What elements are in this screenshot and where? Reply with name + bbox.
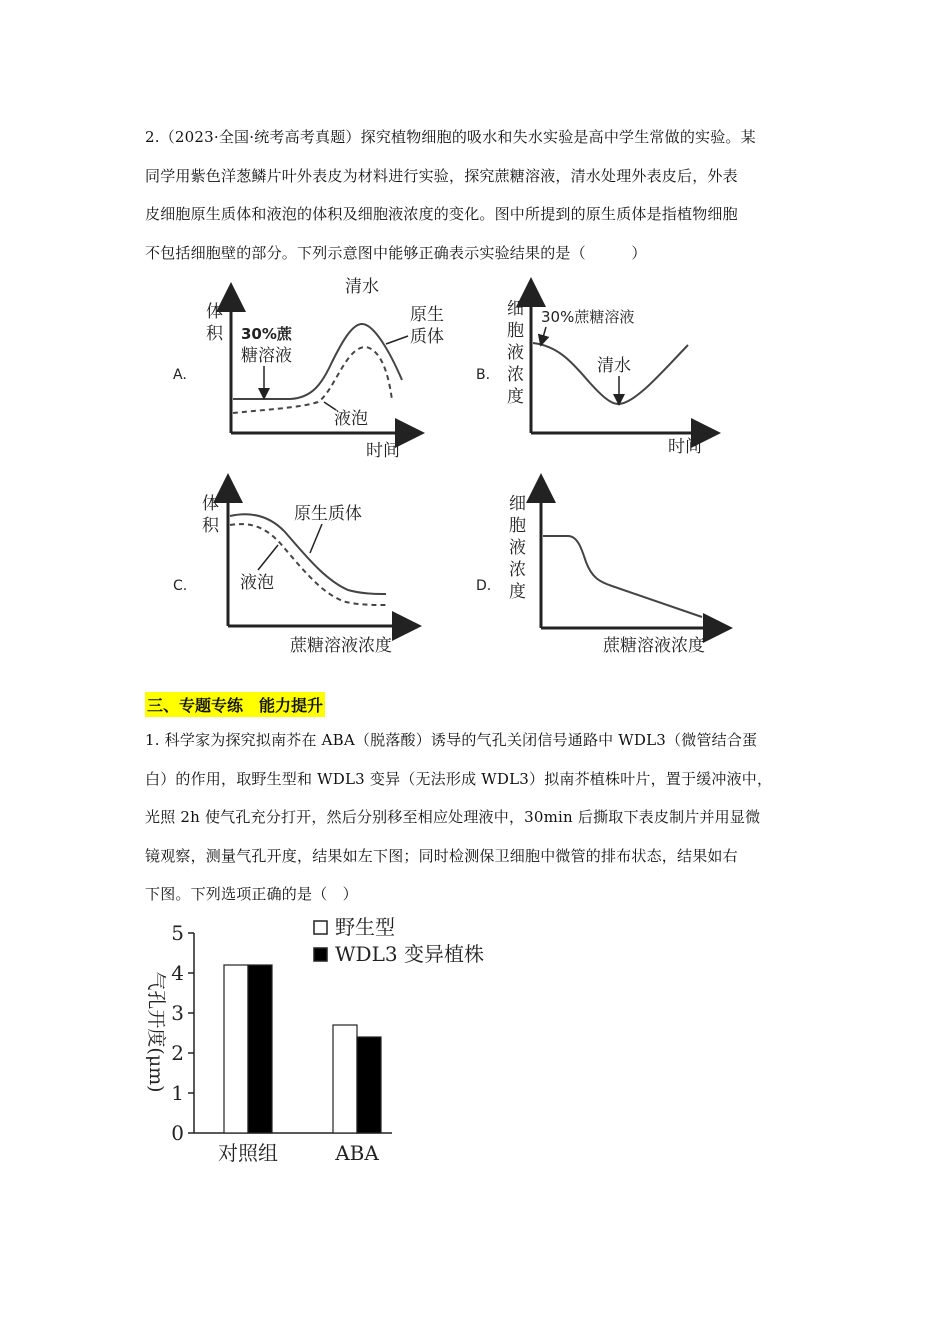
chart-bar: [248, 965, 272, 1133]
q2-line: 2.（2023·全国·统考高考真题）探究植物细胞的吸水和失水实验是高中学生常做的实验。某: [145, 128, 756, 146]
annot-protoplast: 原生质体: [294, 504, 362, 524]
chart-bar: [224, 965, 248, 1133]
y-axis-label: 液: [509, 538, 526, 558]
y-axis-label: 细: [507, 299, 524, 319]
chart-legend: [314, 915, 484, 966]
y-axis-label: 液: [507, 343, 524, 363]
chart-y-tick-label: 1: [171, 1081, 184, 1105]
chart-y-axis-label: 气孔开度(μm): [145, 971, 167, 1093]
annot-protoplast: 质体: [410, 327, 444, 347]
chart-y-tick-label: 3: [171, 1001, 184, 1025]
annot-water: 清水: [345, 277, 379, 297]
q1-line: 镜观察，测量气孔开度，结果如左下图；同时检测保卫细胞中微管的排布状态，结果如右: [145, 846, 738, 865]
y-axis-label: 细: [509, 494, 526, 514]
chart-legend-swatch: [314, 921, 327, 934]
y-axis-label: 浓: [509, 560, 526, 580]
annot-sucrose: 糖溶液: [241, 346, 292, 366]
chart-y-tick-label: 5: [171, 921, 184, 945]
chart-legend-label: 野生型: [335, 915, 395, 939]
chart-bar: [333, 1025, 357, 1133]
x-axis-label: 蔗糖溶液浓度: [603, 636, 705, 656]
y-axis-label: 胞: [507, 321, 524, 341]
chart-y-tick-label: 2: [171, 1041, 184, 1065]
chart-y-tick-label: 4: [171, 961, 184, 985]
annot-vacuole: 液泡: [240, 573, 274, 593]
y-axis-label: 度: [507, 387, 524, 407]
q1-line: 光照 2h 使气孔充分打开，然后分别移至相应处理液中，30min 后撕取下表皮制片并用显微: [145, 808, 761, 826]
option-a-letter: A.: [173, 367, 187, 383]
chart-category-label: 对照组: [218, 1141, 278, 1165]
x-axis-label: 时间: [668, 437, 702, 457]
q2-line: 皮细胞原生质体和液泡的体积及细胞液浓度的变化。图中所提到的原生质体是指植物细胞: [145, 205, 738, 223]
annot-sucrose: 30%蔗糖溶液: [541, 308, 635, 326]
annot-water: 清水: [597, 356, 631, 376]
chart-category-label: ABA: [335, 1141, 379, 1165]
y-axis-label: 体: [206, 302, 223, 322]
y-axis-label: 度: [509, 582, 526, 602]
option-b-letter: B.: [476, 367, 491, 383]
y-axis-label: 浓: [507, 365, 524, 385]
annot-sucrose: 30%蔗: [241, 325, 292, 343]
y-axis-label: 积: [202, 516, 219, 536]
annot-protoplast: 原生: [410, 305, 444, 325]
chart-y-tick-label: 0: [171, 1121, 184, 1145]
q1-line: 1. 科学家为探究拟南芥在 ABA（脱落酸）诱导的气孔关闭信号通路中 WDL3（微管结合蛋: [145, 731, 758, 749]
q2-line: 同学用紫色洋葱鳞片叶外表皮为材料进行实验，探究蔗糖溶液，清水处理外表皮后，外表: [145, 166, 738, 185]
q1-line: 下图。下列选项正确的是（ ）: [145, 885, 358, 903]
option-c-letter: C.: [173, 578, 188, 594]
section-heading: 三、专题专练 能力提升: [145, 692, 325, 717]
q2-line: 不包括细胞壁的部分。下列示意图中能够正确表示实验结果的是（ ）: [145, 243, 647, 262]
chart-ticks: [171, 921, 194, 1145]
y-axis-label: 积: [206, 324, 223, 344]
chart-categories: [218, 1141, 379, 1165]
chart-legend-label: WDL3 变异植株: [335, 942, 484, 966]
q1-line: 白）的作用，取野生型和 WDL3 变异（无法形成 WDL3）拟南芥植株叶片，置于缓冲液中，: [145, 769, 773, 788]
x-axis-label: 蔗糖溶液浓度: [290, 636, 392, 656]
chart-legend-swatch: [314, 948, 327, 961]
y-axis-label: 胞: [509, 516, 526, 536]
chart-bars: [224, 965, 381, 1133]
x-axis-label: 时间: [366, 441, 400, 461]
chart-bar: [357, 1037, 381, 1133]
option-d-letter: D.: [476, 578, 492, 594]
annot-vacuole: 液泡: [334, 409, 368, 429]
y-axis-label: 体: [202, 494, 219, 514]
